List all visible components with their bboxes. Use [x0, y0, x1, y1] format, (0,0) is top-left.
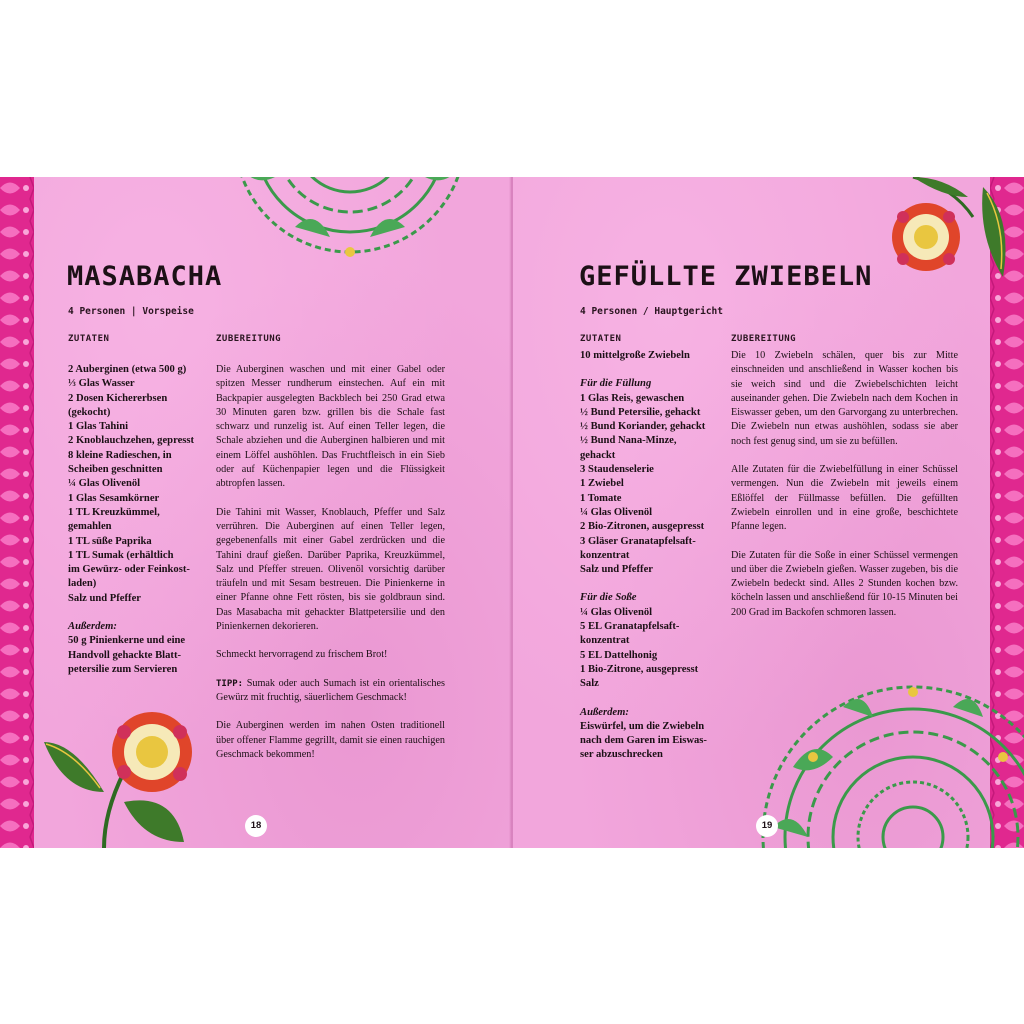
extra-heading: Außerdem:	[580, 706, 629, 718]
preparation-heading: ZUBEREITUNG	[216, 334, 282, 344]
ingredients-list	[580, 349, 728, 763]
ingredient-item: 2 Knoblauchzehen, gepresst	[68, 435, 195, 447]
ingredient-item: 3 Gläser Granatapfelsaft-	[580, 535, 696, 547]
page-number: 18	[245, 815, 267, 837]
ingredient-item: Salz und Pfeffer	[68, 592, 141, 604]
extra-item: 50 g Pinienkerne und eine	[68, 635, 186, 647]
ingredient-item: 1 Tomate	[580, 492, 622, 504]
extra-item: ser abzuschrecken	[580, 749, 663, 761]
right-page	[513, 177, 1024, 848]
tip-text: Sumak oder auch Sumach ist ein orientalisches Gewürz mit fruchtig, säuerlichem Geschmack!	[216, 677, 445, 703]
mandala-bottom-right-ornament	[753, 647, 1024, 848]
tip-paragraph	[216, 677, 445, 706]
ingredient-item: im Gewürz- oder Feinkost-	[68, 564, 190, 576]
book-spread	[0, 177, 1024, 848]
left-page	[0, 177, 511, 848]
recipe-subtitle: 4 Personen / Hauptgericht	[580, 306, 723, 317]
ingredient-item: 5 EL Granatapfelsaft-	[580, 621, 680, 633]
ingredient-item: Salz	[580, 678, 599, 690]
ingredients-heading: ZUTATEN	[68, 334, 110, 344]
extra-item: nach dem Garen im Eiswas-	[580, 735, 707, 747]
ingredient-item: 1 TL Kreuzkümmel,	[68, 506, 160, 518]
ingredient-item: gemahlen	[68, 521, 112, 533]
ingredient-item: 1 Zwiebel	[580, 478, 624, 490]
ingredient-item: ½ Bund Petersilie, gehackt	[580, 406, 701, 418]
ingredient-item: 8 kleine Radieschen, in	[68, 449, 172, 461]
ingredient-item: 1 Glas Tahini	[68, 421, 129, 433]
prep-paragraph: Schmeckt hervorragend zu frischem Brot!	[216, 649, 388, 661]
recipe-title: GEFÜLLTE ZWIEBELN	[579, 261, 873, 292]
recipe-title: MASABACHA	[67, 261, 223, 292]
ingredient-item: gehackt	[580, 449, 616, 461]
prep-paragraph: Die 10 Zwiebeln schälen, quer bis zur Mitte einschneiden und anschließend in Wasser kochen bis sie weich sind und die Zwiebelschichten leicht auseinander gehen. Die Zwiebeln nach dem Kochen in Eiswasser geben, um den Garvorgang zu unterbrechen. Die Zwiebeln nun etwas aushöhlen, sodass sie aber noch fest genug sind, um sie zu befüllen.	[731, 350, 958, 447]
ingredient-item: 2 Dosen Kichererbsen	[68, 392, 168, 404]
lace-border-left	[0, 177, 34, 848]
ingredient-item: Scheiben geschnitten	[68, 464, 163, 476]
flower-top-right-ornament	[883, 177, 1024, 297]
sauce-heading: Für die Soße	[580, 592, 637, 604]
ingredient-item: ⅓ Glas Wasser	[68, 378, 135, 390]
preparation-text	[216, 363, 445, 776]
page-number: 19	[756, 815, 778, 837]
flower-bottom-left-ornament	[34, 702, 194, 848]
ingredient-item: 1 Glas Sesamkörner	[68, 492, 160, 504]
ingredient-item: 1 TL süße Paprika	[68, 535, 152, 547]
ingredient-item: 2 Auberginen (etwa 500 g)	[68, 364, 187, 375]
ingredient-item: 3 Staudenselerie	[580, 464, 654, 476]
ingredient-item: ½ Bund Koriander, gehackt	[580, 421, 706, 433]
prep-paragraph: Die Auberginen werden im nahen Osten traditionell über offener Flamme gegrillt, damit sie einen rauchigen Geschmack bekommen!	[216, 720, 445, 760]
ingredient-item: Salz und Pfeffer	[580, 564, 653, 576]
ingredient-item: ¼ Glas Olivenöl	[68, 478, 141, 490]
ingredients-list	[68, 363, 208, 677]
prep-paragraph: Die Auberginen waschen und mit einer Gabel oder spitzen Messer rundherum einstechen. Auf ein mit Backpapier ausgelegten Backblech bei 250 Grad etwa 30 Minuten garen bzw. grillen bis die Schale fast schwarz und runzelig ist. Auf einen Teller legen, die Schale abziehen und die Auberginen halbieren und mit einem Löffel aushöhlen. Das Fruchtfleisch in ein Sieb oder auf Küchenpapier legen und die Flüssigkeit abtropfen lassen.	[216, 364, 445, 490]
ingredient-item: (gekocht)	[68, 406, 111, 418]
prep-paragraph: Die Zutaten für die Soße in einer Schüssel vermengen und über die Zwiebeln gießen. Wasser zugeben, bis die Zwiebeln bedeckt sind. Alles 2 Stunden kochen bzw. köcheln lassen und anschließend für 10-15 Minuten bei 200 Grad im Backofen schmoren lassen.	[731, 549, 958, 618]
ingredient-item: ½ Bund Nana-Minze,	[580, 435, 677, 447]
preparation-text	[731, 349, 958, 634]
tip-label: TIPP:	[216, 678, 244, 689]
ingredient-item: 1 Bio-Zitrone, ausgepresst	[580, 663, 699, 675]
ingredient-item: 1 TL Sumak (erhältlich	[68, 549, 174, 561]
ingredient-item: 2 Bio-Zitronen, ausgepresst	[580, 521, 705, 533]
ingredient-item: 5 EL Dattelhonig	[580, 649, 658, 661]
ingredient-item: ¼ Glas Olivenöl	[580, 606, 653, 618]
prep-paragraph: Alle Zutaten für die Zwiebelfüllung in einer Schüssel vermengen. Nun die Zwiebeln mit jeweils einem Eßlöffel der Füllmasse befüllen. Die gefüllten Zwiebeln einrollen und in eine große, beschichtete Pfanne legen.	[731, 464, 958, 533]
recipe-subtitle: 4 Personen | Vorspeise	[68, 306, 194, 317]
ingredient-item: 1 Glas Reis, gewaschen	[580, 392, 685, 404]
mandala-top-ornament	[215, 177, 485, 267]
preparation-heading: ZUBEREITUNG	[731, 334, 797, 344]
extra-item: Eiswürfel, um die Zwiebeln	[580, 720, 705, 732]
ingredients-heading: ZUTATEN	[580, 334, 622, 344]
extra-item: petersilie zum Servieren	[68, 663, 178, 675]
filling-heading: Für die Füllung	[580, 378, 652, 390]
ingredient-item: 10 mittelgroße Zwiebeln	[580, 350, 690, 361]
extra-item: Handvoll gehackte Blatt-	[68, 649, 181, 661]
ingredient-item: laden)	[68, 578, 97, 590]
extra-heading: Außerdem:	[68, 621, 117, 633]
prep-paragraph: Die Tahini mit Wasser, Knoblauch, Pfeffer und Salz verrühren. Die Auberginen auf einen Teller legen, gegebenenfalls mit einer Gabel zerdrücken und die Tahini drauf gießen. Darüber Paprika, Kreuzkümmel, Salz und Pfeffer streuen. Olivenöl vorsichtig darüber träufeln und mit Sesam bestreuen. Die Pinienkerne in einer Pfanne ohne Fett rösten, bis sie goldbraun sind. Das Masabacha mit gehackter Blattpetersilie und den Pinienkernen dekorieren.	[216, 506, 445, 633]
ingredient-item: konzentrat	[580, 635, 630, 647]
ingredient-item: konzentrat	[580, 549, 630, 561]
ingredient-item: ¼ Glas Olivenöl	[580, 506, 653, 518]
